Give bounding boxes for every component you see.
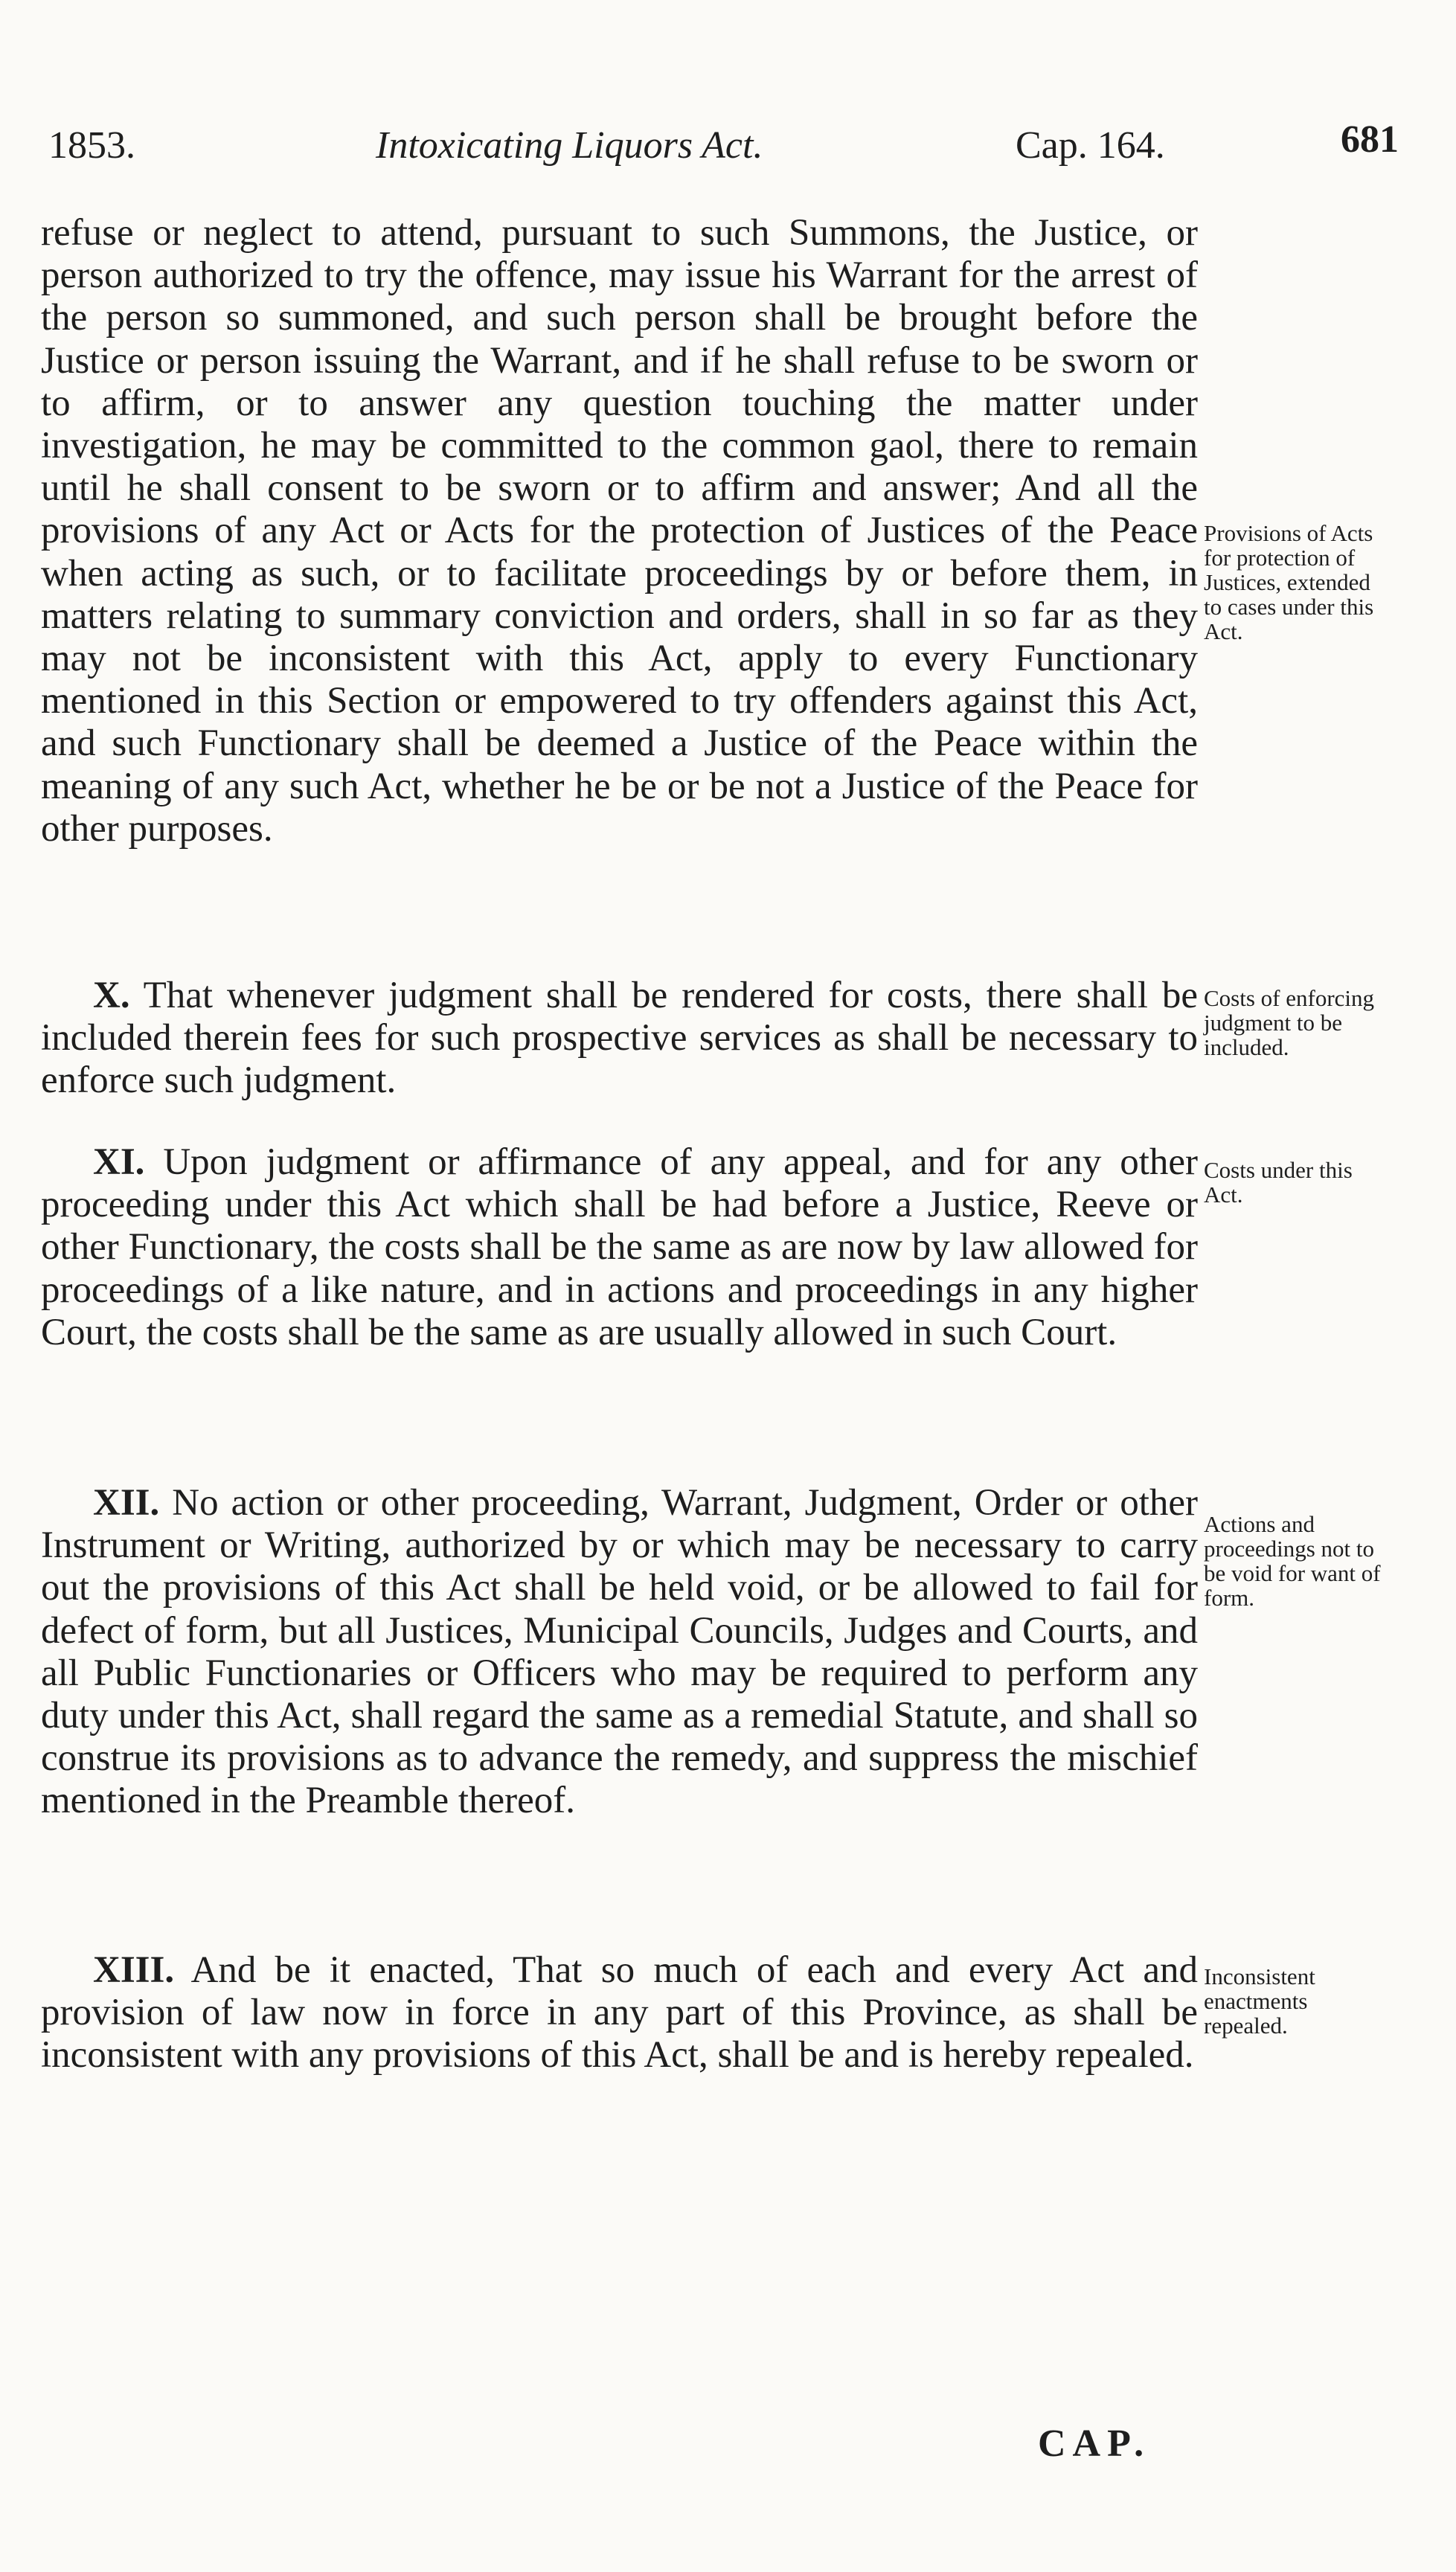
section-ix-continuation <box>41 212 1198 850</box>
section-x <box>41 975 1198 1103</box>
section-number: X. <box>93 975 130 1016</box>
paragraph-text: And be it enacted, That so much of each and every Act and provision of law now in force in any part of this Province, as shall be inconsistent with any provisions of this Act, shall be and is hereby repealed. <box>41 1949 1199 2076</box>
margin-note-xiii: Inconsistent enactments repealed. <box>1204 1963 1315 2039</box>
paragraph-text: Upon judgment or affirmance of any appeal, and for any other proceeding under this Act which shall be had before a Justice, Reeve or other Functionary, the costs shall be the same as are now by law allowed for proceedings of a like nature, and in actions and proceedings in any higher Court, the costs shall be the same as are usually allowed in such Court. <box>41 1141 1198 1353</box>
header-title: Intoxicating Liquors Act. <box>376 124 763 167</box>
header-chapter: Cap. 164. <box>1016 124 1165 167</box>
section-xi <box>41 1141 1198 1354</box>
section-number: XI. <box>93 1141 145 1183</box>
header-year: 1853. <box>48 124 135 167</box>
section-xii <box>41 1482 1198 1823</box>
section-xiii <box>41 1949 1198 2077</box>
margin-note-xi: Costs under this Act. <box>1204 1157 1353 1208</box>
paragraph-text: No action or other proceeding, Warrant, Judgment, Order or other Instrument or Writing, authorized by or which may be necessary to carry out the provisions of this Act shall be held void, or be allowed to fail for defect of form, but all Justices, Municipal Councils, Judges and Courts, and all Public Functionaries or Officers who may be required to perform any duty under this Act, shall regard the same as a remedial Statute, and shall so construe its provisions as to advance the remedy, and suppress the mischief mentioned in the Preamble thereof. <box>41 1482 1199 1822</box>
section-number: XII. <box>93 1482 160 1524</box>
paragraph-text: That whenever judgment shall be rendered for costs, there shall be included therein fees for such prospective services as shall be necessary to enforce such judgment. <box>41 975 1198 1102</box>
running-header <box>45 118 1428 179</box>
catchword: CAP. <box>1038 2422 1151 2465</box>
margin-note-x: Costs of enforcing judgment to be included. <box>1204 985 1375 1060</box>
page-number: 681 <box>1341 118 1399 161</box>
section-number: XIII. <box>93 1949 175 1991</box>
margin-note-ix: Provisions of Acts for protection of Justices, extended to cases under this Act. <box>1204 520 1374 644</box>
paragraph-text: refuse or neglect to attend, pursuant to such Summons, the Justice, or person authorized to try the offence, may issue his Warrant for the arrest of the person so summoned, and such person shall be brought before the Justice or person issuing the Warrant, and if he shall refuse to be sworn or to affirm, or to answer any question touching the matter under investigation, he may be committed to the common gaol, there to remain until he shall consent to be sworn or to affirm and answer; And all the provisions of any Act or Acts for the protection of Justices of the Peace when acting as such, or to facilitate proceedings by or before them, in matters relating to summary conviction and orders, shall in so far as they may not be inconsistent with this Act, apply to every Functionary mentioned in this Section or empowered to try offenders against this Act, and such Functionary shall be deemed a Justice of the Peace within the meaning of any such Act, whether he be or be not a Justice of the Peace for other purposes. <box>41 212 1198 850</box>
margin-note-xii: Actions and proceedings not to be void for want of form. <box>1204 1511 1381 1611</box>
